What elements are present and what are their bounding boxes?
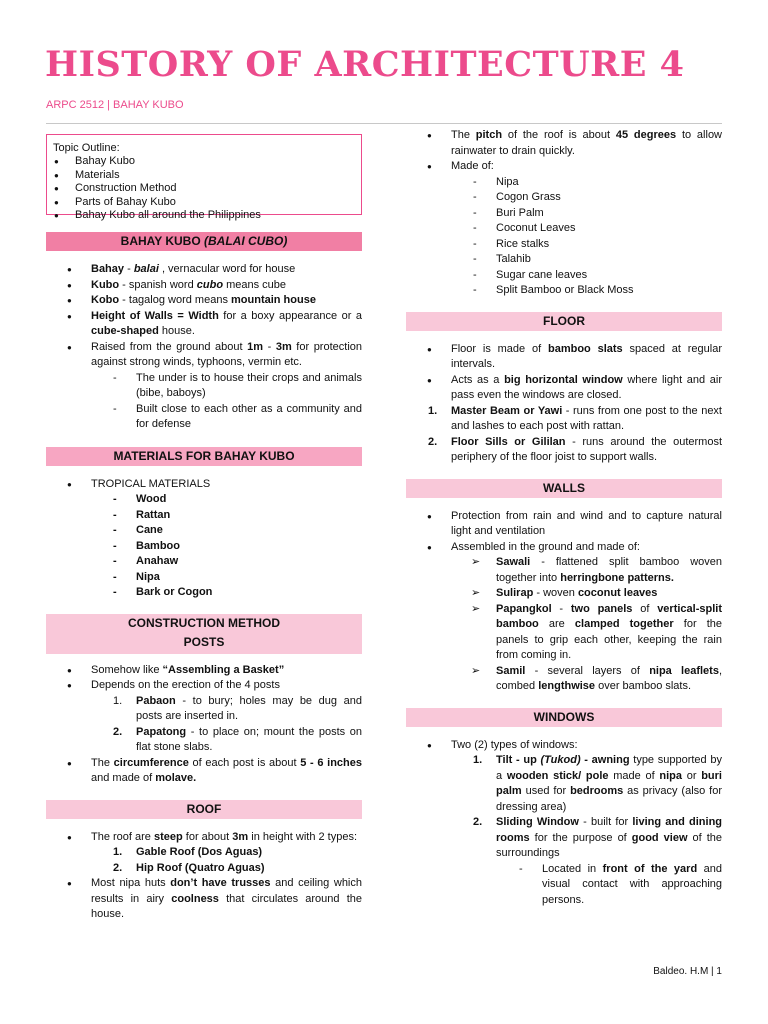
wall-type-item: ➢ Samil - several layers of nipa leaflets, combed lengthwise over bamboo slats. (406, 664, 722, 695)
list-subitem: - Built close to each other as a community and for defense (46, 402, 362, 433)
section-heading-roof: ROOF (46, 800, 362, 819)
material-item: - Cane (46, 523, 362, 539)
numbered-item: 1. Master Beam or Yawi - runs from one post to the next and lashes to each post with rattan. (428, 404, 722, 432)
list-subitem: - Located in front of the yard and visual contact with approaching persons. (406, 862, 722, 909)
bahay-kubo-list (46, 262, 362, 433)
section-heading-walls: WALLS (406, 479, 722, 498)
material-item: - Bark or Cogon (46, 585, 362, 601)
roof-material-item: - Cogon Grass (406, 190, 722, 206)
material-item: - Bamboo (46, 539, 362, 555)
outline-item: ● Construction Method (53, 182, 355, 196)
outline-item: ● Bahay Kubo (53, 155, 355, 169)
list-item: ● TROPICAL MATERIALS (46, 477, 362, 493)
list-item: ● Made of: (406, 159, 722, 175)
materials-list (46, 477, 362, 601)
subsection-heading-posts: POSTS (46, 633, 362, 654)
numbered-item: 2. Hip Roof (Quatro Aguas) (113, 861, 265, 874)
left-column (46, 134, 362, 923)
outline-item: ● Materials (53, 169, 355, 183)
numbered-item: 1. Pabaon - to bury; holes may be dug and posts are inserted in. (113, 694, 362, 722)
roof-list (46, 830, 362, 923)
roof-material-item: - Sugar cane leaves (406, 268, 722, 284)
roof-material-item: - Coconut Leaves (406, 221, 722, 237)
list-item: ● Most nipa huts don’t have trusses and ceiling which results in airy coolness that circulates around the house. (46, 876, 362, 923)
material-item: - Rattan (46, 508, 362, 524)
numbered-item: 2. Papatong - to place on; mount the posts on flat stone slabs. (113, 725, 362, 753)
document-title: HISTORY OF ARCHITECTURE 4 (45, 44, 685, 85)
roof-material-item: - Talahib (406, 252, 722, 268)
document-subtitle: ARPC 2512 | BAHAY KUBO (46, 99, 184, 111)
list-item: ● Protection from rain and wind and to capture natural light and ventilation (406, 509, 722, 540)
wall-type-item: ➢ Sulirap - woven coconut leaves (406, 586, 722, 602)
outline-item: ● Bahay Kubo all around the Philippines (53, 209, 355, 223)
list-item: ● The roof are steep for about 3m in height with 2 types: (46, 830, 362, 846)
section-heading-construction: CONSTRUCTION METHOD (46, 614, 362, 633)
floor-list (406, 342, 722, 466)
material-item: - Nipa (46, 570, 362, 586)
page-footer: Baldeo. H.M | 1 (653, 966, 722, 977)
posts-list (46, 663, 362, 787)
wall-type-item: ➢ Sawali - flattened split bamboo woven together into herringbone patterns. (406, 555, 722, 586)
material-item: - Wood (46, 492, 362, 508)
list-item: ● The pitch of the roof is about 45 degrees to allow rainwater to drain quickly. (406, 128, 722, 159)
list-item: ● Kubo - spanish word cubo means cube (46, 278, 362, 294)
list-item: ● Kobo - tagalog word means mountain house (46, 293, 362, 309)
numbered-item: 2. Floor Sills or Gililan - runs around the outermost periphery of the floor joist to support walls. (428, 435, 722, 463)
section-heading-bahay-kubo (46, 232, 362, 251)
list-item: ● Floor is made of bamboo slats spaced at regular intervals. (406, 342, 722, 373)
topic-outline-box (46, 134, 362, 221)
windows-list (406, 738, 722, 909)
wall-type-item: ➢ Papangkol - two panels of vertical-split bamboo are clamped together for the panels to grip each other, keeping the rain from coming in. (406, 602, 722, 664)
right-column (406, 128, 722, 908)
numbered-item: 1. Tilt - up (Tukod) - awning type supported by a wooden stick/ pole made of nipa or buri palm used for bedrooms as privacy (also for dressing area) (473, 754, 722, 813)
list-item: ● The circumference of each post is about 5 - 6 inches and made of molave. (46, 756, 362, 787)
list-item: ● Depends on the erection of the 4 posts (46, 678, 362, 694)
section-heading-windows: WINDOWS (406, 708, 722, 727)
list-item: ● Somehow like “Assembling a Basket” (46, 663, 362, 679)
list-item: ● Assembled in the ground and made of: (406, 540, 722, 556)
roof-material-item: - Split Bamboo or Black Moss (406, 283, 722, 299)
walls-list (406, 509, 722, 695)
numbered-item: 1. Gable Roof (Dos Aguas) (113, 846, 263, 858)
list-item: ● Two (2) types of windows: (406, 738, 722, 754)
heading-text: BAHAY KUBO (120, 234, 205, 248)
heading-italic-text: (BALAI CUBO) (204, 234, 288, 248)
material-item: - Anahaw (46, 554, 362, 570)
roof-material-item: - Buri Palm (406, 206, 722, 222)
roof-continued-list (406, 128, 722, 299)
list-subitem: - The under is to house their crops and animals (bibe, baboys) (46, 371, 362, 402)
list-item: ● Bahay - balai , vernacular word for house (46, 262, 362, 278)
numbered-item: 2. Sliding Window - built for living and dining rooms for the purpose of good view of the surroundings (473, 816, 723, 859)
section-heading-materials: MATERIALS FOR BAHAY KUBO (46, 447, 362, 466)
list-item: ● Height of Walls = Width for a boxy appearance or a cube-shaped house. (46, 309, 362, 340)
topic-outline-title: Topic Outline: (53, 142, 120, 154)
roof-material-item: - Rice stalks (406, 237, 722, 253)
section-heading-floor: FLOOR (406, 312, 722, 331)
list-item: ● Raised from the ground about 1m - 3m for protection against strong winds, typhoons, vermin etc. (46, 340, 362, 371)
roof-material-item: - Nipa (406, 175, 722, 191)
header-divider (46, 123, 722, 124)
list-item: ● Acts as a big horizontal window where light and air pass even the windows are closed. (406, 373, 722, 404)
outline-item: ● Parts of Bahay Kubo (53, 196, 355, 210)
